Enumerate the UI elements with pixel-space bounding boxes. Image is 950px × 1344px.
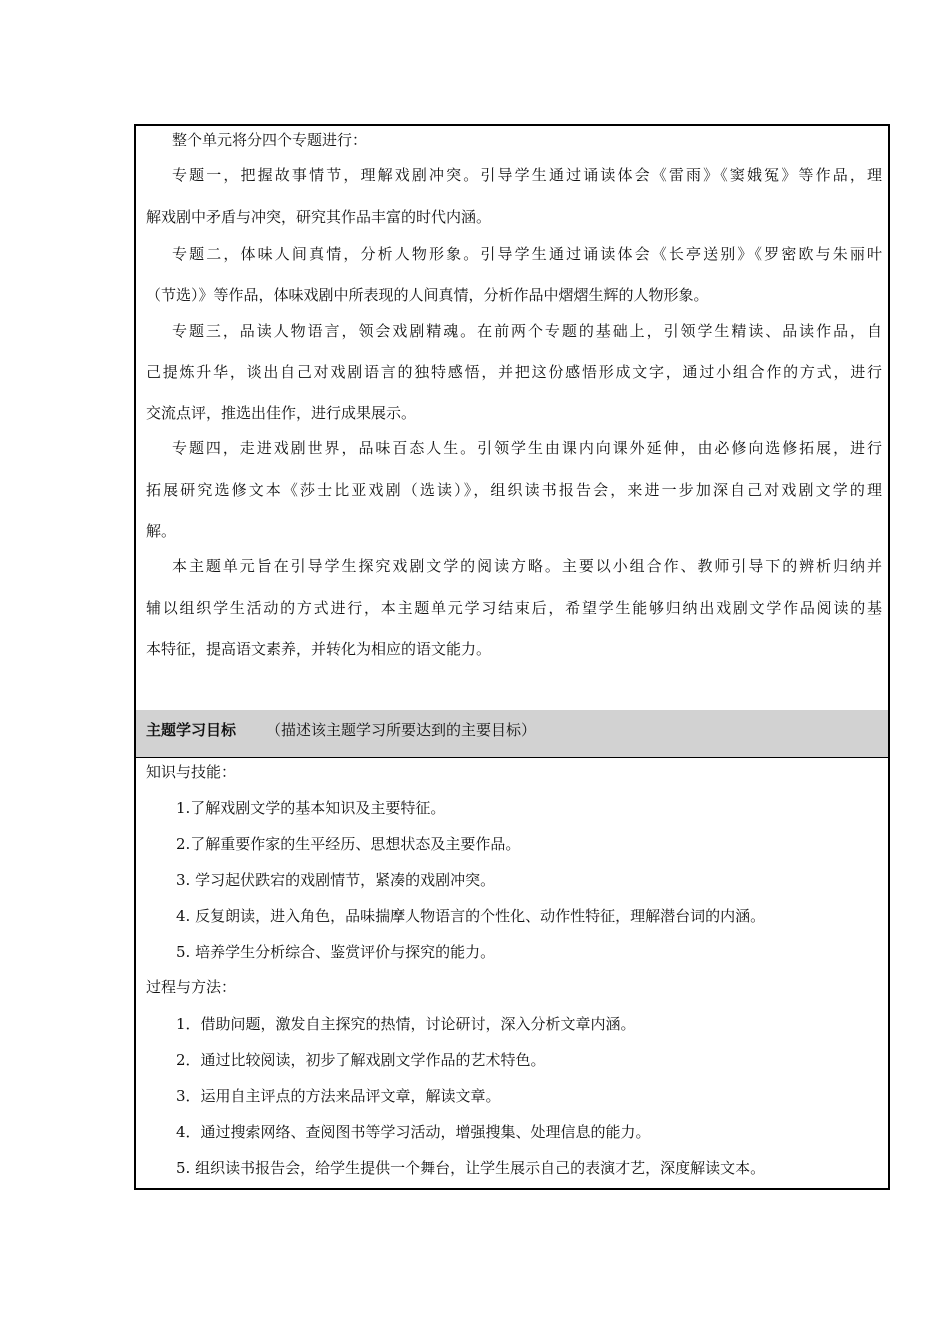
process-item: 5. 组织读书报告会，给学生提供一个舞台，让学生展示自己的表演才艺，深度解读文本。 [176, 1159, 766, 1177]
overview-line: 整个单元将分四个专题进行： [172, 131, 368, 149]
learning-goals-header [136, 710, 888, 758]
overview-line: 专题一，把握故事情节，理解戏剧冲突。引导学生通过诵读体会《雷雨》《窦娥冤》等作品，理 [172, 166, 882, 184]
overview-line: 己提炼升华，谈出自己对戏剧语言的独特感悟，并把这份感悟形成文字，通过小组合作的方式，进行 [146, 363, 882, 381]
lesson-plan-table [134, 124, 890, 1190]
learning-goals-note: （描述该主题学习所要达到的主要目标） [266, 721, 537, 739]
process-section-title: 过程与方法： [146, 978, 237, 996]
overview-line: 专题三，品读人物语言，领会戏剧精魂。在前两个专题的基础上，引领学生精读、品读作品，自 [172, 322, 882, 340]
knowledge-section-title: 知识与技能： [146, 763, 237, 781]
overview-line: 辅以组织学生活动的方式进行，本主题单元学习结束后，希望学生能够归纳出戏剧文学作品阅读的基 [146, 599, 882, 617]
overview-line: 拓展研究选修文本《莎士比亚戏剧（选读）》，组织读书报告会，来进一步加深自己对戏剧文学的理 [146, 481, 882, 499]
overview-line: 专题二，体味人间真情，分析人物形象。引导学生通过诵读体会《长亭送别》《罗密欧与朱丽叶 [172, 245, 882, 263]
knowledge-item: 5. 培养学生分析综合、鉴赏评价与探究的能力。 [176, 943, 496, 961]
process-item: 1．借助问题，激发自主探究的热情，讨论研讨，深入分析文章内涵。 [176, 1015, 636, 1033]
overview-line: 解戏剧中矛盾与冲突，研究其作品丰富的时代内涵。 [146, 208, 492, 226]
overview-line: 交流点评，推选出佳作，进行成果展示。 [146, 404, 417, 422]
overview-line: 本主题单元旨在引导学生探究戏剧文学的阅读方略。主要以小组合作、教师引导下的辨析归纳并 [172, 557, 882, 575]
learning-goals-title: 主题学习目标 [146, 721, 237, 739]
knowledge-item: 3. 学习起伏跌宕的戏剧情节，紧凑的戏剧冲突。 [176, 871, 496, 889]
overview-line: 本特征，提高语文素养，并转化为相应的语文能力。 [146, 640, 492, 658]
overview-line: 解。 [146, 522, 177, 540]
overview-line: （节选）》等作品，体味戏剧中所表现的人间真情，分析作品中熠熠生辉的人物形象。 [146, 286, 709, 304]
overview-line: 专题四，走进戏剧世界，品味百态人生。引领学生由课内向课外延伸，由必修向选修拓展，进行 [172, 439, 882, 457]
knowledge-item: 2.了解重要作家的生平经历、思想状态及主要作品。 [176, 835, 521, 853]
process-item: 2．通过比较阅读，初步了解戏剧文学作品的艺术特色。 [176, 1051, 546, 1069]
knowledge-item: 1.了解戏剧文学的基本知识及主要特征。 [176, 799, 446, 817]
knowledge-item: 4. 反复朗读，进入角色，品味揣摩人物语言的个性化、动作性特征，理解潜台词的内涵。 [176, 907, 766, 925]
unit-overview-cell [136, 126, 888, 711]
process-item: 3．运用自主评点的方法来品评文章，解读文章。 [176, 1087, 501, 1105]
process-item: 4．通过搜索网络、查阅图书等学习活动，增强搜集、处理信息的能力。 [176, 1123, 651, 1141]
